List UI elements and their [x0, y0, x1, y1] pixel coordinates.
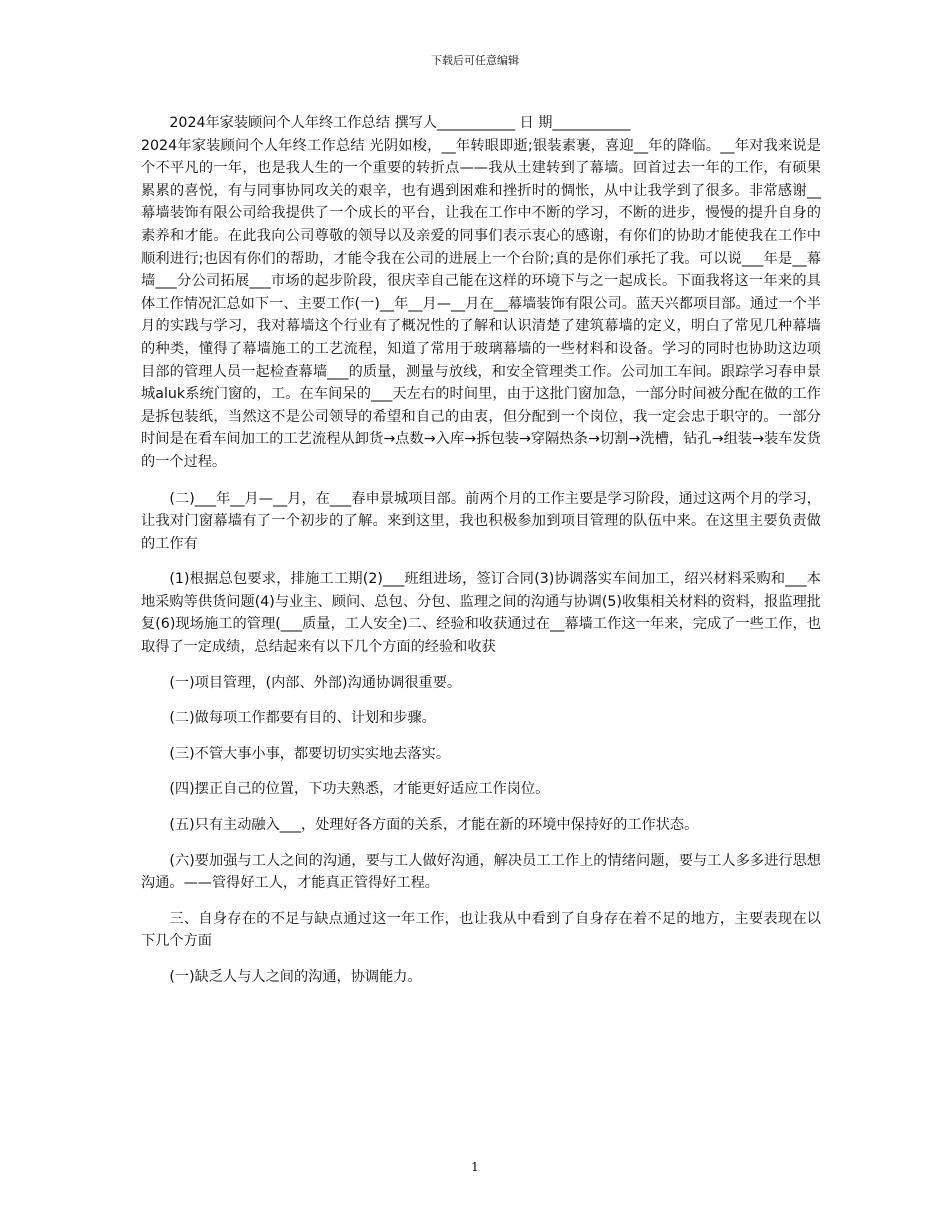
paragraph-lesson-3: (三)不管大事小事，都要切切实实地去落实。	[169, 745, 451, 762]
paragraph-duties-list: (1)根据总包要求，排施工工期(2)___班组进场，签订合同(3)协调落实车间加工，绍兴材料采购和___本地采购等供货问题(4)与业主、顾问、总包、分包、监理之间的沟通与协调(5)收集相关材料的资料，报监理批复(6)现场施工的管理(___质量，工人安全)二、经验和收获通过在__幕墙工作这一年来，完成了一些工作，也取得了一定成绩，总结起来有以下几个方面的经验和收获	[141, 571, 821, 656]
document-title-line: 2024年家装顾问个人年终工作总结 撰写人___________ 日 期___________	[169, 115, 631, 131]
paragraph-lesson-5: (五)只有主动融入___，处理好各方面的关系，才能在新的环境中保持好的工作状态。	[169, 817, 699, 834]
paragraph-lesson-2: (二)做每项工作都要有目的、计划和步骤。	[169, 710, 436, 727]
paragraph-shortcomings: 三、自身存在的不足与缺点通过这一年工作，也让我从中看到了自身存在着不足的地方，主要表现在以下几个方面	[141, 910, 821, 950]
paragraph-lesson-4: (四)摆正自己的位置，下功夫熟悉，才能更好适应工作岗位。	[169, 781, 550, 798]
paragraph-shortcoming-1: (一)缺乏人与人之间的沟通，协调能力。	[169, 969, 422, 985]
paragraph-intro	[141, 112, 821, 474]
paragraph-lesson-6: (六)要加强与工人之间的沟通，要与工人做好沟通，解决员工工作上的情绪问题，要与工人多多进行思想沟通。——管得好工人，才能真正管得好工程。	[141, 852, 821, 892]
paragraph-lesson-1: (一)项目管理，(内部、外部)沟通协调很重要。	[169, 674, 462, 691]
paragraph-intro-text: 2024年家装顾问个人年终工作总结 光阴如梭，__年转眼即逝;银装素裹，喜迎__年的降临。__年对我来说是个不平凡的一年，也是我人生的一个重要的转折点——我从土建转到了幕墙。回首过去一年的工作，有硕果累累的喜悦，有与同事协同攻关的艰辛，也有遇到困难和挫折时的惆怅，从中让我学到了很多。非常感谢__幕墙装饰有限公司给我提供了一个成长的平台，让我在工作中不断的学习，不断的进步，慢慢的提升自身的素养和才能。在此我向公司尊敬的领导以及亲爱的同事们表示衷心的感谢，有你们的协助才能使我在工作中顺利进行;也因有你们的帮助，才能令我在公司的进展上一个台阶;真的是你们承托了我。可以说___年是__幕墙___分公司拓展___市场的起步阶段，很庆幸自己能在这样的环境下与之一起成长。下面我将这一年来的具体工作情况汇总如下一、主要工作(一)__年__月—__月在__幕墙装饰有限公司。蓝天兴都项目部。通过一个半月的实践与学习，我对幕墙这个行业有了概况性的了解和认识清楚了建筑幕墙的定义，明白了常见几种幕墙的种类，懂得了幕墙施工的工艺流程，知道了常用于玻璃幕墙的一些材料和设备。学习的同时也协助这边项目部的管理人员一起检查幕墙___的质量，测量与放线，和安全管理类工作。公司加工车间。跟踪学习春申景城aluk系统门窗的，工。在车间呆的___天左右的时间里，由于这批门窗加急，一部分时间被分配在做的工作是拆包装纸，当然这不是公司领导的希望和自己的由衷，但分配到一个岗位，我一定会忠于职守的。一部分时间是在看车间加工的工艺流程从卸货→点数→入库→拆包装→穿隔热条→切割→洗槽，钻孔→组装→装车发货的一个过程。	[141, 137, 821, 470]
document-body	[141, 112, 821, 1002]
page-number: 1	[471, 1160, 479, 1174]
paragraph-project-second: (二)___年__月—__月，在___春申景城项目部。前两个月的工作主要是学习阶段，通过这两个月的学习，让我对门窗幕墙有了一个初步的了解。来到这里，我也积极参加到项目管理的队伍中来。在这里主要负责做的工作有	[141, 490, 821, 552]
page-header: 下载后可任意编辑	[431, 54, 519, 67]
